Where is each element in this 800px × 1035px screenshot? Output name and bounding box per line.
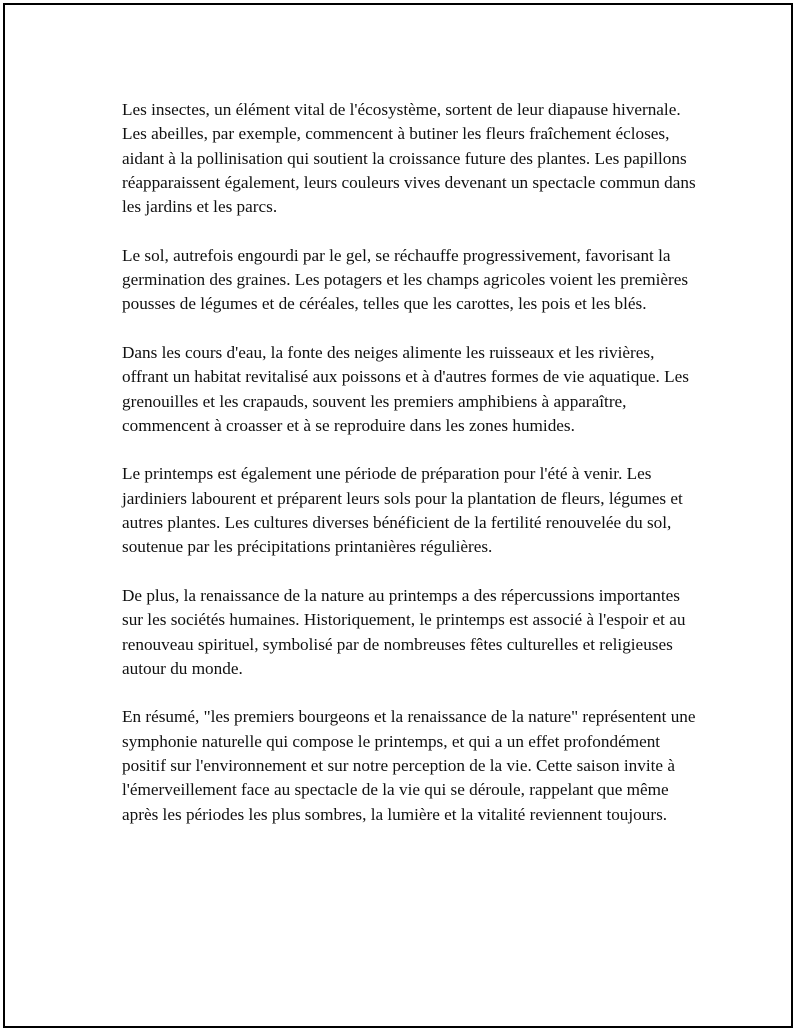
paragraph-societies: De plus, la renaissance de la nature au printemps a des répercussions importantes sur les sociétés humaines. Historiquement, le printemps est associé à l'espoir et au renouveau spirituel, symbolisé par de nombreuses fêtes culturelles et religieuses autour du monde. <box>122 585 686 678</box>
paragraph-soil: Le sol, autrefois engourdi par le gel, se réchauffe progressivement, favorisant la germination des graines. Les potagers et les champs agricoles voient les premières pousses de légumes et de céréales, telles que les carottes, les pois et les blés. <box>122 245 689 314</box>
paragraph-insects: Les insectes, un élément vital de l'écosystème, sortent de leur diapause hivernale. Les abeilles, par exemple, commencent à butiner les fleurs fraîchement écloses, aidant à la pollinisation qui soutient la croissance future des plantes. Les papillons réapparaissent également, leurs couleurs vives devenant un spectacle commun dans les jardins et les parcs. <box>122 100 696 217</box>
document-body <box>122 98 697 851</box>
paragraph-preparation: Le printemps est également une période de préparation pour l'été à venir. Les jardiniers labourent et préparent leurs sols pour la plantation de fleurs, légumes et autres plantes. Les cultures diverses bénéficient de la fertilité renouvelée du sol, soutenue par les précipitations printanières régulières. <box>122 464 683 557</box>
paragraph-waterways: Dans les cours d'eau, la fonte des neiges alimente les ruisseaux et les rivières, offrant un habitat revitalisé aux poissons et à d'autres formes de vie aquatique. Les grenouilles et les crapauds, souvent les premiers amphibiens à apparaître, commencent à croasser et à se reproduire dans les zones humides. <box>122 342 689 435</box>
paragraph-summary: En résumé, "les premiers bourgeons et la renaissance de la nature" représentent une symphonie naturelle qui compose le printemps, et qui a un effet profondément positif sur l'environnement et sur notre perception de la vie. Cette saison invite à l'émerveillement face au spectacle de la vie qui se déroule, rappelant que même après les périodes les plus sombres, la lumière et la vitalité reviennent toujours. <box>122 707 696 824</box>
page-frame <box>3 3 793 1028</box>
